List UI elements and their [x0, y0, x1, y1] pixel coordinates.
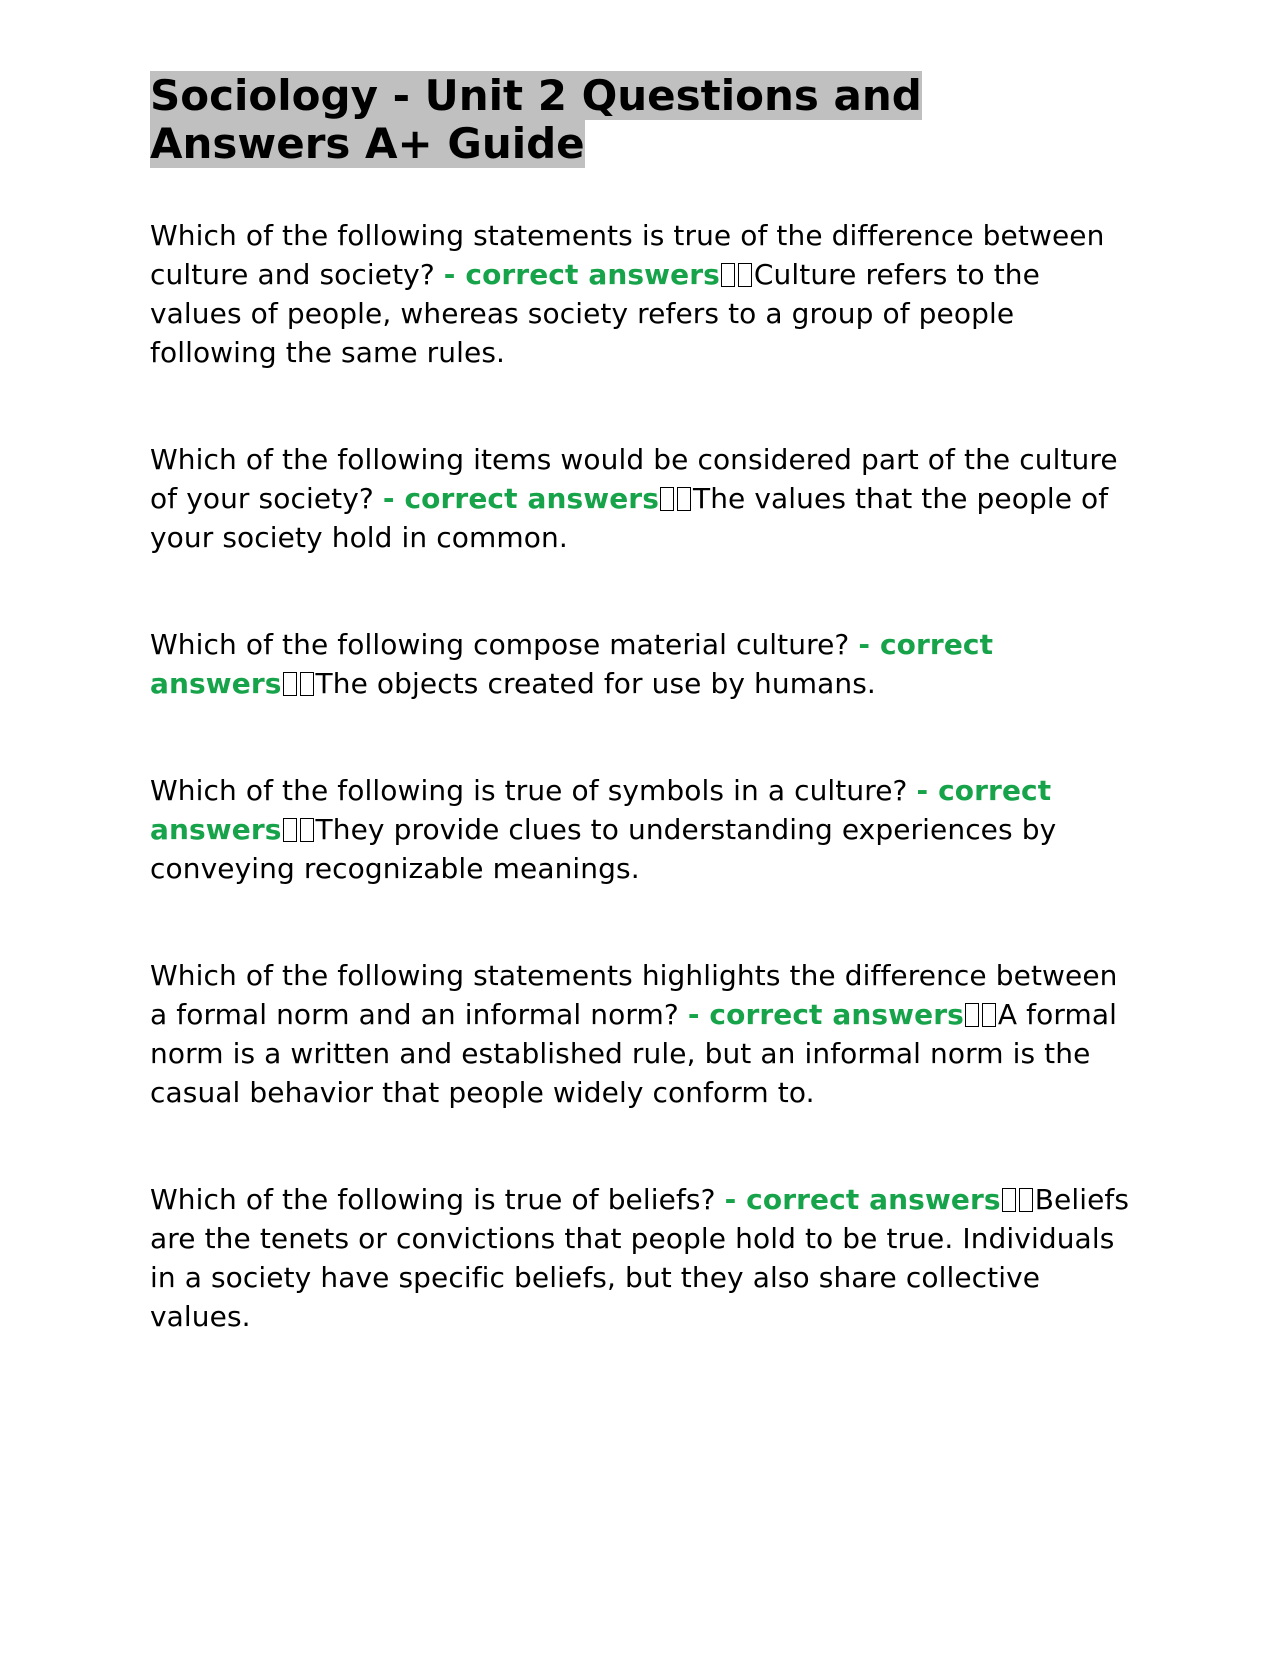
- qa-item: [150, 771, 1130, 888]
- missing-glyph-icon: [300, 818, 314, 842]
- missing-glyph-icon: [738, 263, 752, 287]
- missing-glyph-icon: [660, 487, 674, 511]
- answer-text: The values that the people of your society hold in common.: [150, 482, 1109, 554]
- correct-answers-tag: - correct answers: [687, 998, 964, 1031]
- qa-paragraph: [150, 216, 1130, 372]
- answer-text: Beliefs are the tenets or convictions that people hold to be true. Individuals in a society have specific beliefs, but they also share collective values.: [150, 1183, 1130, 1333]
- page-title-text: Sociology - Unit 2 Questions and Answers A+ Guide: [150, 71, 922, 168]
- qa-paragraph: [150, 956, 1130, 1112]
- missing-glyph-icon: [677, 487, 691, 511]
- answer-text: The objects created for use by humans.: [315, 667, 876, 700]
- qa-item: [150, 216, 1130, 372]
- qa-paragraph: [150, 771, 1130, 888]
- correct-answers-tag: - correct answers: [150, 774, 1052, 846]
- correct-answers-tag: - correct answers: [382, 482, 659, 515]
- qa-paragraph: [150, 1180, 1130, 1336]
- document-page: [150, 72, 1130, 1404]
- missing-glyph-icon: [1002, 1188, 1016, 1212]
- qa-list: [150, 216, 1130, 1336]
- qa-item: [150, 625, 1130, 703]
- missing-glyph-icon: [1019, 1188, 1033, 1212]
- question-text: Which of the following statements highlights the difference between a formal norm and an informal norm?: [150, 959, 1118, 1031]
- answer-text: A formal norm is a written and established rule, but an informal norm is the casual behavior that people widely conform to.: [150, 998, 1117, 1109]
- question-text: Which of the following is true of symbols in a culture?: [150, 774, 908, 807]
- qa-item: [150, 956, 1130, 1112]
- question-text: Which of the following statements is true of the difference between culture and society?: [150, 219, 1105, 291]
- missing-glyph-icon: [721, 263, 735, 287]
- correct-answers-tag: - correct answers: [150, 628, 994, 700]
- answer-text: Culture refers to the values of people, whereas society refers to a group of people following the same rules.: [150, 258, 1040, 369]
- qa-paragraph: [150, 625, 1130, 703]
- missing-glyph-icon: [965, 1003, 979, 1027]
- missing-glyph-icon: [982, 1003, 996, 1027]
- question-text: Which of the following compose material culture?: [150, 628, 850, 661]
- question-text: Which of the following items would be considered part of the culture of your society?: [150, 443, 1118, 515]
- qa-item: [150, 440, 1130, 557]
- missing-glyph-icon: [283, 818, 297, 842]
- qa-item: [150, 1180, 1130, 1336]
- correct-answers-tag: - correct answers: [443, 258, 720, 291]
- correct-answers-tag: - correct answers: [724, 1183, 1001, 1216]
- missing-glyph-icon: [283, 672, 297, 696]
- answer-text: They provide clues to understanding experiences by conveying recognizable meanings.: [150, 813, 1057, 885]
- page-title: [150, 72, 1130, 168]
- qa-paragraph: [150, 440, 1130, 557]
- missing-glyph-icon: [300, 672, 314, 696]
- question-text: Which of the following is true of beliefs?: [150, 1183, 716, 1216]
